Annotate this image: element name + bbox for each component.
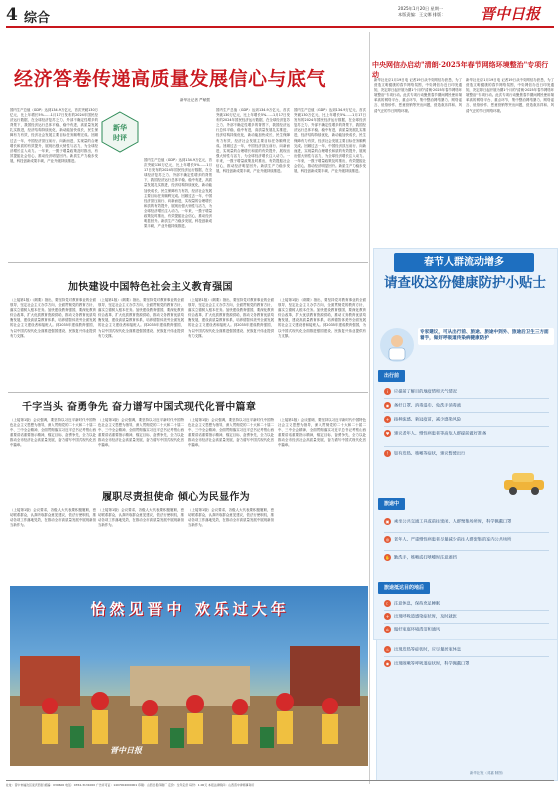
sleep-icon: ☾ xyxy=(385,601,390,606)
poster-divider xyxy=(384,550,549,551)
handwash-icon: ✋ xyxy=(385,555,390,560)
section-divider xyxy=(8,262,368,263)
footer-rule xyxy=(6,780,554,781)
main-body-col1: 国内生产总值（GDP）达到134.9万亿元，首次突破130万亿元，比上年增长5%……1月17日发布的2024年国民经济运行数据，在全球经济复苏乏力、外部不确定性增多的背景下，我国经济运行总体平稳、稳中有进，高质量发展扎实推进，经济结构持续优化，新动能加快成长，民生保障有力有效，经济社会发展主要目标任务顺利完成。回顾过去一年，中国经济顶压前行、向新而进，实现量的合理增长和质的有效提升，展现出强大韧性与活力，为全球经济增长注入动力。一年来，一揽子增量政策及时推出，有效提振社会信心，推动经济明显回升。新质生产力稳步发展，科技创新成果丰硕，产业升级持续推进。 xyxy=(10,108,98,163)
editor-text: 本版责编：王文娜 排版： xyxy=(398,12,446,17)
poster-divider xyxy=(384,412,549,413)
poster-item: ☾ 注意休息，保持充足睡眠 xyxy=(385,600,441,606)
mask-icon: ◉ xyxy=(385,403,390,408)
right-top-headline: 中央网信办启动"清朗·2025年春节网络环境整治"专项行动 xyxy=(372,60,549,79)
masthead-logo: 晋中日报 xyxy=(480,5,541,23)
article2-headline: 加快建设中国特色社会主义教育强国 xyxy=(68,282,233,293)
fever-icon: ! xyxy=(384,450,391,457)
svg-text:时评: 时评 xyxy=(113,133,127,142)
poster-divider xyxy=(384,398,549,399)
article2-body-col4: （上接第1版）《纲要》指出，要坚持党对教育事业的全面领导，坚定社会主义办学方向，全面贯彻党的教育方针，落实立德树人根本任务。加快建设教育强国，要深化教育综合改革，扩大优质教育资源供给，推动义务教育优质均衡发展，建设高质量教育体系，培养德智体美劳全面发展的社会主义建设者和接班人。到2035年建成教育强国，为以中国式现代化全面推进强国建设、民族复兴伟业提供有力支撑。 xyxy=(278,298,366,338)
main-body-col2: 国内生产总值（GDP）达到134.9万亿元，首次突破130万亿元，比上年增长5%……1月17日发布的2024年国民经济运行数据，在全球经济复苏乏力、外部不确定性增多的背景下，我国经济运行总体平稳、稳中有进，高质量发展扎实推进，经济结构持续优化，新动能加快成长，民生保障有力有效，经济社会发展主要目标任务顺利完成。回顾过去一年，中国经济顶压前行、向新而进，实现量的合理增长和质的有效提升，展现出强大韧性与活力，为全球经济增长注入动力。一年来，一揽子增量政策及时推出，有效提振社会信心，推动经济明显回升。新质生产力稳步发展，科技创新成果丰硕，产业升级持续推进。 xyxy=(144,158,212,229)
footer-info: 社址：晋中市榆次区迎宾西街 邮编：030600 电话：0354-3131000 广告许可证：1407004000001 印刷：山西日报印刷厂 定价：全年定价 每份：1.00元 本报法律顾问：山西晋中律师事务所 xyxy=(6,783,255,787)
thermometer-icon: ♨ xyxy=(385,647,390,652)
main-byline: 新华社记者 严赋憬 xyxy=(180,98,210,102)
crowd-icon: ◎ xyxy=(385,537,390,542)
article2-body-col1: （上接第1版）《纲要》指出，要坚持党对教育事业的全面领导，坚定社会主义办学方向，全面贯彻党的教育方针，落实立德树人根本任务。加快建设教育强国，要深化教育综合改革，扩大优质教育资源供给，推动义务教育优质均衡发展，建设高质量教育体系，培养德智体美劳全面发展的社会主义建设者和接班人。到2035年建成教育强国，为以中国式现代化全面推进强国建设、民族复兴伟业提供有力支撑。 xyxy=(10,298,96,338)
poster-item: + 接种流感、新冠疫苗，减少感染风险 xyxy=(385,416,462,422)
main-body-col3: 国内生产总值（GDP）达到134.9万亿元，首次突破130万亿元，比上年增长5%……1月17日发布的2024年国民经济运行数据，在全球经济复苏乏力、外部不确定性增多的背景下，我国经济运行总体平稳、稳中有进，高质量发展扎实推进，经济结构持续优化，新动能加快成长，民生保障有力有效，经济社会发展主要目标任务顺利完成。回顾过去一年，中国经济顶压前行、向新而进，实现量的合理增长和质的有效提升，展现出强大韧性与活力，为全球经济增长注入动力。一年来，一揽子增量政策及时推出，有效提振社会信心，推动经济明显回升。新质生产力稳步发展，科技创新成果丰硕，产业升级持续推进。 xyxy=(216,108,290,174)
poster-title-line1: 春节人群流动增多 xyxy=(394,253,534,272)
elderly-icon: ♥ xyxy=(385,431,390,436)
poster-item: ⌂ 做好家庭环境清洁和通风 xyxy=(384,626,549,633)
right-top-body-col2: 新华社北京1月19日电 记者19日从中央网信办获悉，为了营造文明健康的春节网络氛围，中央网信办近日印发通知，决定即日起开展为期1个月的"清朗·2025年春节网络环境整治"专项行动。此次专项行动聚焦春节期间网民使用频率高的网络平台、重点环节，集中整治网络暴力、网络谣言、低俗炒作、恶意营销等突出问题，营造欢乐祥和、风清气正的节日网络环境。 xyxy=(466,78,554,113)
main-body-col4: 国内生产总值（GDP）达到134.9万亿元，首次突破130万亿元，比上年增长5%……1月17日发布的2024年国民经济运行数据，在全球经济复苏乏力、外部不确定性增多的背景下，我国经济运行总体平稳、稳中有进，高质量发展扎实推进，经济结构持续优化，新动能加快成长，民生保障有力有效，经济社会发展主要目标任务顺利完成。回顾过去一年，中国经济顶压前行、向新而进，实现量的合理增长和质的有效提升，展现出强大韧性与活力，为全球经济增长注入动力。一年来，一揽子增量政策及时推出，有效提振社会信心，推动经济明显回升。新质生产力稳步发展，科技创新成果丰硕，产业升级持续推进。 xyxy=(294,108,366,174)
poster-section-tag-after: 旅途抵达目的地后 xyxy=(378,582,430,594)
poster-item: ◉ 备好口罩、消毒湿巾、免洗手消毒液 xyxy=(385,402,462,408)
poster-item: ! 如有发热、咳嗽等症状，建议暂缓出行 xyxy=(384,450,549,457)
article4-body-col2: （上接第1版）会议要求，各级人大代表要积极履职，密切联系群众，认真听取群众意见建议，依法行使职权，推动各项工作落地见效，在推动全市高质量发展中展现新担当新作为。 xyxy=(98,508,184,528)
poster-banner xyxy=(380,324,551,366)
poster-divider xyxy=(384,426,549,427)
page-section-title: 综合 xyxy=(24,11,51,26)
poster-section-tag-during: 旅途中 xyxy=(378,498,405,510)
car-icon xyxy=(500,470,548,496)
poster-item: ♥ 建议老年人、慢性病患者等高危人群提前做好准备 xyxy=(385,430,487,436)
poster-credit: 新华社发（邓嘉 制图） xyxy=(470,771,505,775)
column-divider xyxy=(369,32,370,784)
poster-item: ✋ 勤洗手，咳嗽或打喷嚏时注意遮挡 xyxy=(385,554,457,560)
article4-body-col3: （上接第1版）会议要求，各级人大代表要积极履职，密切联系群众，认真听取群众意见建议，依法行使职权，推动各项工作落地见效，在推动全市高质量发展中展现新担当新作为。 xyxy=(188,508,274,528)
main-headline: 经济答卷传递高质量发展信心与底气 xyxy=(14,68,327,90)
article4-headline: 履职尽责担使命 倾心为民显作为 xyxy=(102,492,250,503)
poster-divider xyxy=(384,532,549,533)
article4-body-col1: （上接第1版）会议要求，各级人大代表要积极履职，密切联系群众，认真听取群众意见建议，依法行使职权，推动各项工作落地见效，在推动全市高质量发展中展现新担当新作为。 xyxy=(10,508,96,528)
poster-divider xyxy=(384,446,549,447)
photo-logo: 晋中日报 xyxy=(110,745,142,755)
article3-body-col3: （上接第1版）会议强调，要坚持以习近平新时代中国特色社会主义思想为指导，深入贯彻党的二十大和二十届二中、三中全会精神，全面贯彻落实习近平总书记考察山西重要讲话重要指示精神，锚定目标、奋勇争先，全力以赴推动全市经济社会高质量发展，奋力谱写中国式现代化晋中篇章。 xyxy=(188,418,274,448)
article2-body-col2: （上接第1版）《纲要》指出，要坚持党对教育事业的全面领导，坚定社会主义办学方向，全面贯彻党的教育方针，落实立德树人根本任务。加快建设教育强国，要深化教育综合改革，扩大优质教育资源供给，推动义务教育优质均衡发展，建设高质量教育体系，培养德智体美劳全面发展的社会主义建设者和接班人。到2035年建成教育强国，为以中国式现代化全面推进强国建设、民族复兴伟业提供有力支撑。 xyxy=(98,298,184,338)
photo-caption: 怡然见晋中 欢乐过大年 xyxy=(90,600,290,618)
poster-item: ◎ 老年人、严重慢性病患者尽量减少前往人群密集的室内公共场所 xyxy=(385,536,512,542)
article3-body-col1: （上接第1版）会议强调，要坚持以习近平新时代中国特色社会主义思想为指导，深入贯彻党的二十大和二十届二中、三中全会精神，全面贯彻落实习近平总书记考察山西重要讲话重要指示精神，锚定目标、奋勇争先，全力以赴推动全市经济社会高质量发展，奋力谱写中国式现代化晋中篇章。 xyxy=(10,418,96,448)
bus-icon: ▣ xyxy=(385,519,390,524)
vaccine-icon: + xyxy=(385,417,390,422)
poster-divider xyxy=(384,610,549,611)
doctor-icon xyxy=(380,328,414,362)
poster-banner-text: 专家建议，可从出行前、旅途、旅途中到外、旅途后卫生三方面着手，做好呼吸道传染病健康防护 xyxy=(418,328,554,345)
article3-body-col2: （上接第1版）会议强调，要坚持以习近平新时代中国特色社会主义思想为指导，深入贯彻党的二十大和二十届二中、三中全会精神，全面贯彻落实习近平总书记考察山西重要讲话重要指示精神，锚定目标、奋勇争先，全力以赴推动全市经济社会高质量发展，奋力谱写中国式现代化晋中篇章。 xyxy=(98,418,184,448)
hospital-icon: + xyxy=(385,614,390,619)
article3-body-col4: （上接第1版）会议强调，要坚持以习近平新时代中国特色社会主义思想为指导，深入贯彻党的二十大和二十届二中、三中全会精神，全面贯彻落实习近平总书记考察山西重要讲话重要指示精神，锚定目标、奋勇争先，全力以赴推动全市经济社会高质量发展，奋力谱写中国式现代化晋中篇章。 xyxy=(278,418,366,448)
info-icon: i xyxy=(384,388,391,395)
poster-title-line2: 请查收这份健康防护小贴士 xyxy=(384,275,546,291)
poster-item: i 应提前了解目的地疫情和天气情况 xyxy=(384,388,549,395)
poster-item: ♨ 出现发热等症状时，应尽量居家休息 xyxy=(385,646,462,652)
poster-section-tag-before: 出行前 xyxy=(378,370,405,382)
article3-headline: 千字当头 奋勇争先 奋力谱写中国式现代化晋中篇章 xyxy=(22,402,257,413)
poster-item: ◉ 出现咳嗽等呼吸道症状时，科学佩戴口罩 xyxy=(385,660,470,666)
mask-icon: ◉ xyxy=(385,661,390,666)
poster-divider xyxy=(384,623,549,624)
header-date-line xyxy=(398,6,445,18)
article2-body-col3: （上接第1版）《纲要》指出，要坚持党对教育事业的全面领导，坚定社会主义办学方向，全面贯彻党的教育方针，落实立德树人根本任务。加快建设教育强国，要深化教育综合改革，扩大优质教育资源供给，推动义务教育优质均衡发展，建设高质量教育体系，培养德智体美劳全面发展的社会主义建设者和接班人。到2035年建成教育强国，为以中国式现代化全面推进强国建设、民族复兴伟业提供有力支撑。 xyxy=(188,298,274,338)
header-rule xyxy=(6,26,554,28)
right-top-body-col1: 新华社北京1月19日电 记者19日从中央网信办获悉，为了营造文明健康的春节网络氛围，中央网信办近日印发通知，决定即日起开展为期1个月的"清朗·2025年春节网络环境整治"专项行动。此次专项行动聚焦春节期间网民使用频率高的网络平台、重点环节，集中整治网络暴力、网络谣言、低俗炒作、恶意营销等突出问题，营造欢乐祥和、风清气正的节日网络环境。 xyxy=(374,78,462,113)
commentary-stamp xyxy=(98,110,142,154)
poster-divider xyxy=(384,656,549,657)
section-divider xyxy=(8,392,368,393)
stamp-text: 新华 xyxy=(113,123,127,132)
poster-item: ▣ 乘坐公共交通工具或前往密闭、人群聚集场所时，科学佩戴口罩 xyxy=(385,518,512,524)
page-number: 4 xyxy=(6,5,18,25)
date-text: 2025年1月20日 星期一 xyxy=(398,6,444,11)
home-icon: ⌂ xyxy=(384,626,391,633)
poster-item: + 出现呼吸道感染症状时，及时就医 xyxy=(385,613,457,619)
